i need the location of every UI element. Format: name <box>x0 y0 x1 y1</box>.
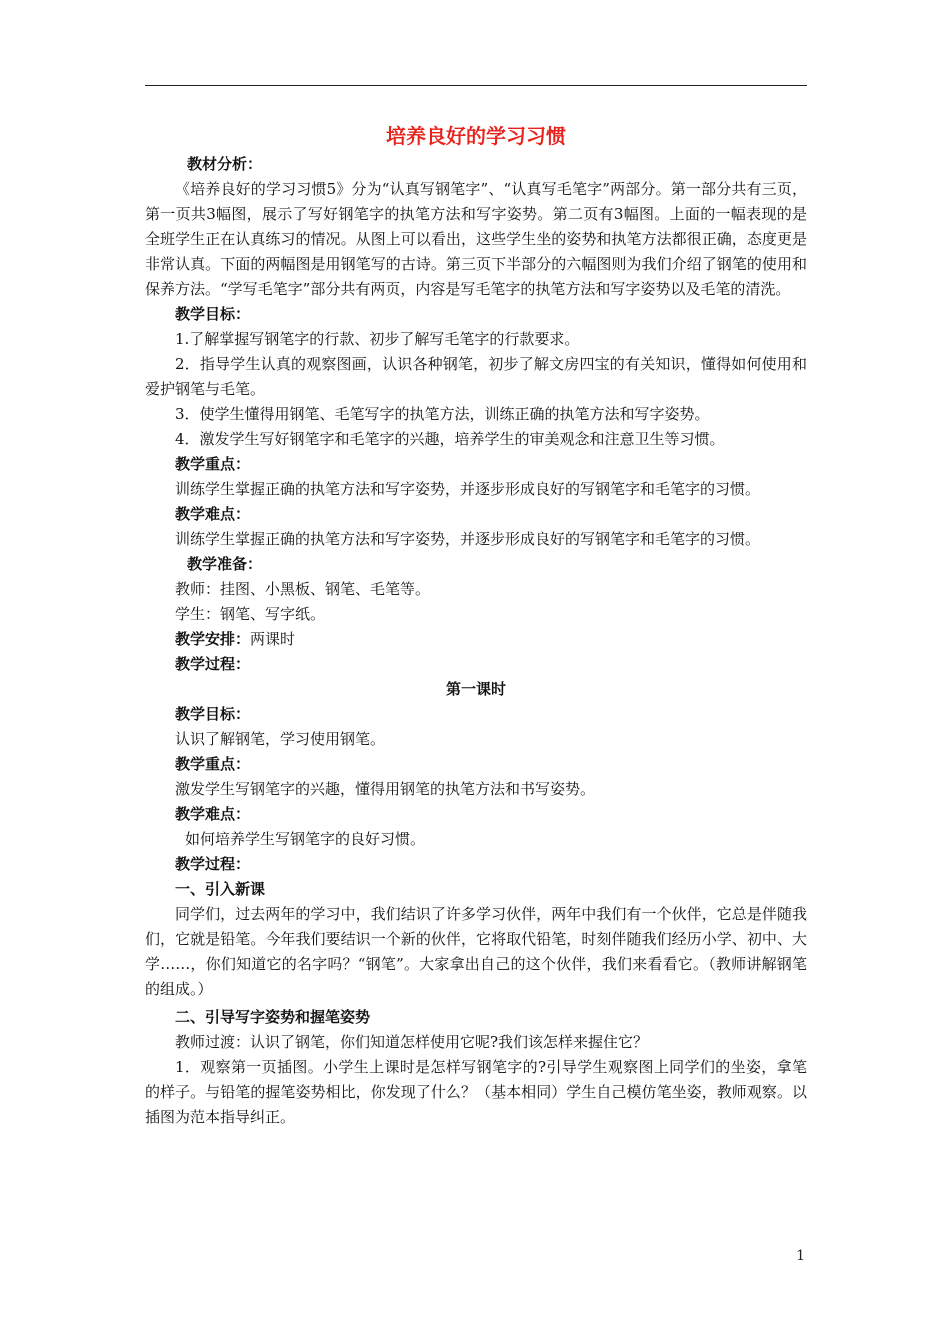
step-two-heading: 二、引导写字姿势和握笔姿势 <box>175 1008 371 1026</box>
arrangement-value: 两课时 <box>250 630 296 648</box>
lesson-goals-heading: 教学目标： <box>175 705 251 723</box>
page-number: 1 <box>796 1248 805 1264</box>
analysis-heading: 教材分析： <box>187 155 263 173</box>
goal-item: 1.了解掌握写钢笔字的行款、初步了解写毛笔字的行款要求。 <box>175 330 580 348</box>
arrangement-line <box>145 627 807 652</box>
header-rule <box>145 85 807 86</box>
process-heading: 教学过程： <box>175 655 251 673</box>
goal-item: 3．使学生懂得用钢笔、毛笔写字的执笔方法，训练正确的执笔方法和写字姿势。 <box>175 405 710 423</box>
step-one-heading: 一、引入新课 <box>175 880 266 898</box>
goals-heading: 教学目标： <box>175 305 251 323</box>
lesson-difficulty-heading: 教学难点： <box>175 805 251 823</box>
lesson-title: 第一课时 <box>445 680 506 698</box>
document-body <box>145 120 807 1130</box>
difficulty-text: 训练学生掌握正确的执笔方法和写字姿势，并逐步形成良好的写钢笔字和毛笔字的习惯。 <box>175 530 761 548</box>
goal-item: 4．激发学生写好钢笔字和毛笔字的兴趣，培养学生的审美观念和注意卫生等习惯。 <box>175 430 725 448</box>
key-points-text: 训练学生掌握正确的执笔方法和写字姿势，并逐步形成良好的写钢笔字和毛笔字的习惯。 <box>175 480 761 498</box>
lesson-process-heading: 教学过程： <box>175 855 251 873</box>
arrangement-heading: 教学安排： <box>175 630 251 648</box>
goal-item: 2．指导学生认真的观察图画，认识各种钢笔，初步了解文房四宝的有关知识，懂得如何使用和爱护钢笔与毛笔。 <box>145 355 807 398</box>
lesson-difficulty-text: 如何培养学生写钢笔字的良好习惯。 <box>185 830 426 848</box>
step-two-item: 1．观察第一页插图。小学生上课时是怎样写钢笔字的?引导学生观察图上同学们的坐姿，拿笔的样子。与铅笔的握笔姿势相比，你发现了什么？（基本相同）学生自己模仿笔坐姿，教师观察。以插图为范本指导纠正。 <box>145 1058 807 1126</box>
page-title: 培养良好的学习习惯 <box>386 124 566 148</box>
preparation-heading: 教学准备： <box>187 555 263 573</box>
step-one-text: 同学们，过去两年的学习中，我们结识了许多学习伙伴，两年中我们有一个伙伴，它总是伴随我们，它就是铅笔。今年我们要结识一个新的伙伴，它将取代铅笔，时刻伴随我们经历小学、初中、大学……，你们知道它的名字吗？“钢笔”。大家拿出自己的这个伙伴，我们来看看它。（教师讲解钢笔的组成。） <box>145 905 807 998</box>
lesson-key-text: 激发学生写钢笔字的兴趣，懂得用钢笔的执笔方法和书写姿势。 <box>175 780 596 798</box>
preparation-teacher: 教师：挂图、小黑板、钢笔、毛笔等。 <box>175 580 431 598</box>
key-points-heading: 教学重点： <box>175 455 251 473</box>
step-two-transition: 教师过渡：认识了钢笔，你们知道怎样使用它呢?我们该怎样来握住它？ <box>175 1033 649 1051</box>
lesson-key-heading: 教学重点： <box>175 755 251 773</box>
preparation-student: 学生：钢笔、写字纸。 <box>175 605 326 623</box>
analysis-text: 《培养良好的学习习惯5》分为“认真写钢笔字”、“认真写毛笔字”两部分。第一部分共有三页，第一页共3幅图，展示了写好钢笔字的执笔方法和写字姿势。第二页有3幅图。上面的一幅表现的是全班学生正在认真练习的情况。从图上可以看出，这些学生坐的姿势和执笔方法都很正确，态度更是非常认真。下面的两幅图是用钢笔写的古诗。第三页下半部分的六幅图则为我们介绍了钢笔的使用和保养方法。“学写毛笔字”部分共有两页，内容是写毛笔字的执笔方法和写字姿势以及毛笔的清洗。 <box>145 180 807 298</box>
lesson-goals-text: 认识了解钢笔，学习使用钢笔。 <box>175 730 386 748</box>
difficulty-heading: 教学难点： <box>175 505 251 523</box>
